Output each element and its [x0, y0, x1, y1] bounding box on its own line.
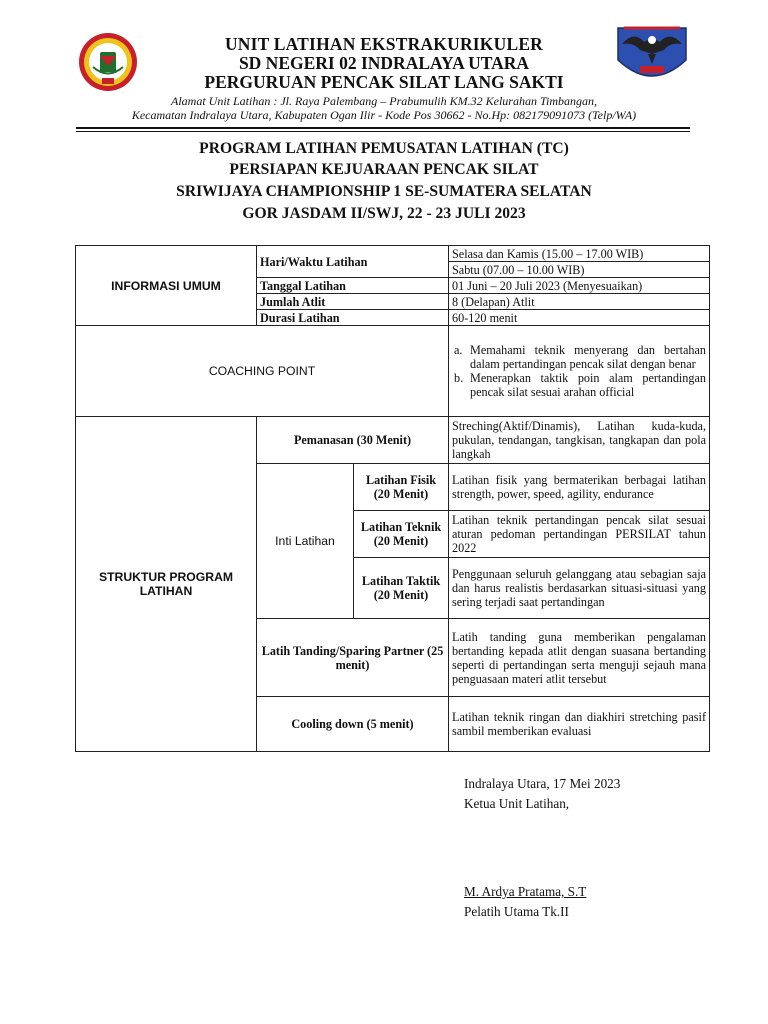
header-divider-thin	[76, 131, 690, 132]
latihan-fisik-value: Latihan fisik yang bermaterikan berbagai latihan strength, power, speed, agility, endurance	[449, 464, 710, 511]
hari-label: Hari/Waktu Latihan	[257, 246, 449, 278]
tanggal-value: 01 Juni – 20 Juli 2023 (Menyesuaikan)	[449, 278, 710, 294]
document-title-line1: PROGRAM LATIHAN PEMUSATAN LATIHAN (TC)	[199, 140, 569, 157]
durasi-label: Durasi Latihan	[257, 310, 449, 326]
program-table	[75, 245, 710, 752]
header-unit-name: UNIT LATIHAN EKSTRAKURIKULER	[224, 34, 544, 54]
latihan-taktik-label: Latihan Taktik (20 Menit)	[354, 558, 449, 619]
jumlah-label: Jumlah Atlit	[257, 294, 449, 310]
header-divider	[76, 127, 690, 129]
signature-title: Pelatih Utama Tk.II	[464, 904, 569, 919]
signature-role: Ketua Unit Latihan,	[464, 796, 570, 811]
struktur-label: STRUKTUR PROGRAM LATIHAN	[76, 417, 257, 752]
cooling-down-label: Cooling down (5 menit)	[257, 697, 449, 752]
cooling-down-value: Latihan teknik ringan dan diakhiri stretching pasif sambil memberikan evaluasi	[449, 697, 710, 752]
coaching-point-list	[449, 326, 710, 417]
info-umum-label: INFORMASI UMUM	[76, 246, 257, 326]
header-perguruan-name: PERGURUAN PENCAK SILAT LANG SAKTI	[204, 72, 564, 92]
pemanasan-label: Pemanasan (30 Menit)	[257, 417, 449, 464]
latihan-teknik-label: Latihan Teknik (20 Menit)	[354, 511, 449, 558]
jumlah-value: 8 (Delapan) Atlit	[449, 294, 710, 310]
inti-latihan-label: Inti Latihan	[257, 464, 354, 619]
tanggal-label: Tanggal Latihan	[257, 278, 449, 294]
header-address-line1: Alamat Unit Latihan : Jl. Raya Palembang – Prabumulih KM.32 Kelurahan Timbangan,	[171, 94, 597, 108]
signature-place-date: Indralaya Utara, 17 Mei 2023	[464, 776, 621, 791]
latihan-fisik-label: Latihan Fisik (20 Menit)	[354, 464, 449, 511]
pemanasan-value: Streching(Aktif/Dinamis), Latihan kuda-kuda, pukulan, tendangan, tangkisan, tangkapan dan pola langkah	[449, 417, 710, 464]
coaching-item: b. Menerapkan taktik poin alam pertandingan pencak silat sesuai arahan official	[454, 371, 706, 399]
header-address-line2: Kecamatan Indralaya Utara, Kabupaten Ogan Ilir - Kode Pos 30662 - No.Hp: 082179091073 (Telp/WA)	[131, 108, 637, 122]
latih-tanding-value: Latih tanding guna memberikan pengalaman bertanding kepada atlit dengan suasana bertanding seperti di pertandingan serta menguji sejauh mana penguasaan materi atlit tersebut	[449, 619, 710, 697]
document-title-line3: SRIWIJAYA CHAMPIONSHIP 1 SE-SUMATERA SELATAN	[176, 183, 592, 200]
coaching-item: a. Memahami teknik menyerang dan bertahan dalam pertandingan pencak silat dengan benar	[454, 343, 706, 371]
latih-tanding-label: Latih Tanding/Sparing Partner (25 menit)	[257, 619, 449, 697]
document-title-line2: PERSIAPAN KEJUARAAN PENCAK SILAT	[229, 161, 539, 178]
durasi-value: 60-120 menit	[449, 310, 710, 326]
latihan-teknik-value: Latihan teknik pertandingan pencak silat sesuai aturan pedoman pertandingan PERSILAT tahun 2022	[449, 511, 710, 558]
signature-name: M. Ardya Pratama, S.T	[464, 884, 587, 899]
hari-value-1: Selasa dan Kamis (15.00 – 17.00 WIB)	[449, 246, 710, 262]
header-school-name: SD NEGERI 02 INDRALAYA UTARA	[238, 53, 530, 73]
coaching-point-label: COACHING POINT	[76, 326, 449, 417]
latihan-taktik-value: Penggunaan seluruh gelanggang atau sebagian saja dan harus realistis berdasarkan situasi-situasi yang sering terjadi saat pertandingan	[449, 558, 710, 619]
hari-value-2: Sabtu (07.00 – 10.00 WIB)	[449, 262, 710, 278]
document-title-line4: GOR JASDAM II/SWJ, 22 - 23 JULI 2023	[242, 205, 526, 222]
